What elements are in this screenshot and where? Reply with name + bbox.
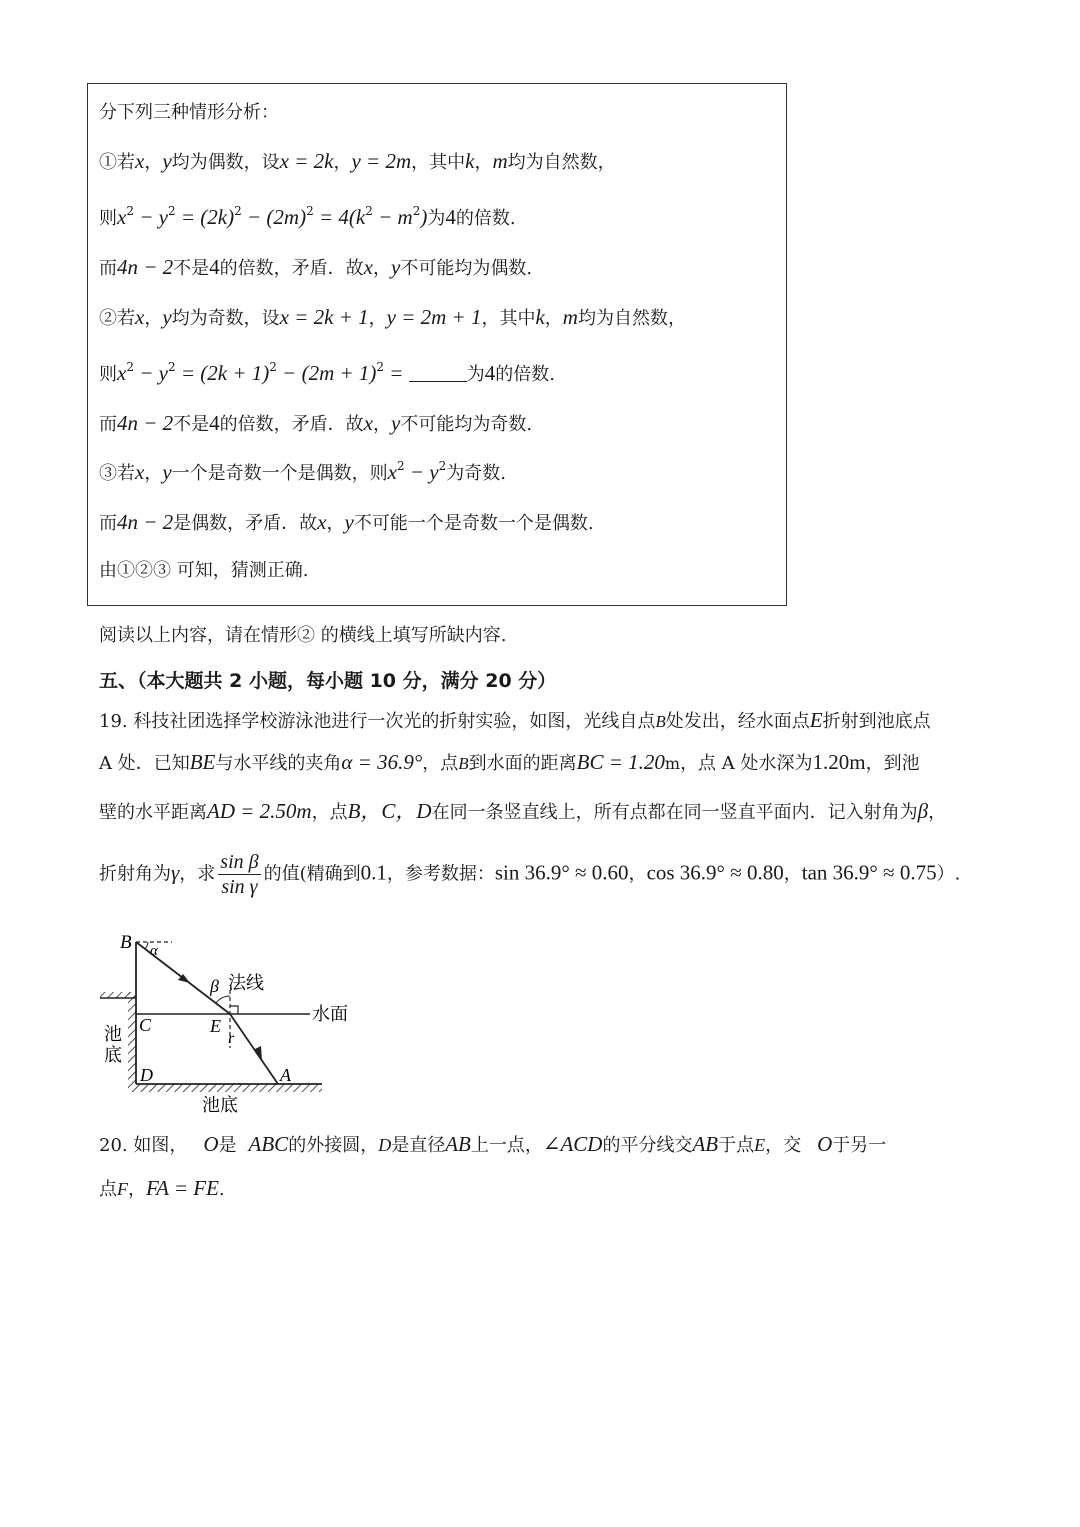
label-B: B	[120, 932, 132, 953]
label-C: C	[139, 1015, 152, 1035]
ledge-hatch	[100, 992, 136, 998]
bottom-hatch	[136, 1084, 322, 1092]
label-D: D	[140, 1065, 153, 1085]
case3-contradiction-line: 而4n − 2是偶数，矛盾．故x，y不可能一个是奇数一个是偶数.	[99, 510, 594, 534]
case1-then-line: 则$x^2 - y^2 = (2k)^2 - (2m)^2 = 4(k^2 - m^2)$为4的倍数.	[99, 204, 516, 229]
right-angle-mark	[230, 1006, 238, 1014]
case3-line: ③若x，y一个是奇数一个是偶数，则$x^2 - y^2$为奇数.	[99, 459, 506, 484]
label-wall-2: 底	[104, 1045, 122, 1066]
label-A: A	[280, 1065, 291, 1085]
q19-line4: 折射角为γ，求 $\frac{\text{sin β}}{\text{sin γ}}$ 的值(精确到0.1，参考数据：sin 36.9° ≈ 0.60，cos 36.9° ≈ 0.80，tan 36.9° ≈ 0.75）.	[99, 851, 961, 898]
label-alpha: α	[150, 943, 158, 959]
label-water-surface: 水面	[312, 1004, 348, 1025]
fill-in-blank[interactable]	[409, 365, 467, 382]
case2-then-line: 则$x^2 - y^2 = (2k + 1)^2 - (2m + 1)^2$ = 为4的倍数.	[99, 360, 555, 385]
analysis-intro: 分下列三种情形分析：	[99, 102, 279, 123]
label-pool-bottom: 池底	[202, 1095, 238, 1116]
sin-ratio-fraction: $\frac{\text{sin β}}{\text{sin γ}}$	[220, 851, 259, 898]
conclusion-line: 由①②③ 可知，猜测正确.	[99, 560, 309, 581]
case2-contradiction-line: 而4n − 2不是4的倍数，矛盾．故x，y不可能均为奇数.	[99, 411, 533, 435]
case1-contradiction-line: 而4n − 2不是4的倍数，矛盾．故x，y不可能均为偶数.	[99, 255, 533, 279]
case2-line: ②若x，y均为奇数，设x = 2k + 1，y = 2m + 1，其中k，m均为自然数，	[99, 305, 686, 329]
q20-line1: 20. 如图， O是 ABC的外接圆，D是直径AB上一点，∠ACD的平分线交AB于点E，交 O于另一	[99, 1132, 887, 1156]
label-beta: β	[210, 976, 219, 996]
refracted-ray	[230, 1014, 278, 1084]
label-wall-1: 池	[104, 1024, 122, 1045]
q19-line3: 壁的水平距离AD = 2.50m，点B，C，D在同一条竖直线上，所有点都在同一竖直平面内．记入射角为β，	[99, 799, 947, 823]
q19-line1: 19. 科技社团选择学校游泳池进行一次光的折射实验，如图，光线自点B处发出，经水面点E折射到池底点	[99, 708, 931, 732]
label-normal: 法线	[228, 973, 264, 994]
refraction-diagram	[92, 928, 392, 1118]
section-heading: 五、（本大题共 2 小题，每小题 10 分，满分 20 分）	[99, 670, 557, 692]
wall-hatch	[128, 992, 136, 1092]
case1-line: ①若x，y均为偶数，设x = 2k，y = 2m，其中k，m均为自然数，	[99, 149, 616, 173]
label-r: r	[228, 1030, 235, 1047]
label-E: E	[210, 1016, 221, 1036]
read-prompt: 阅读以上内容，请在情形② 的横线上填写所缺内容.	[99, 625, 507, 646]
q19-line2: A 处．已知BE与水平线的夹角α = 36.9°，点B到水面的距离BC = 1.20m，点 A 处水深为1.20m，到池	[99, 750, 920, 774]
q20-line2: 点F，FA = FE.	[99, 1176, 225, 1200]
